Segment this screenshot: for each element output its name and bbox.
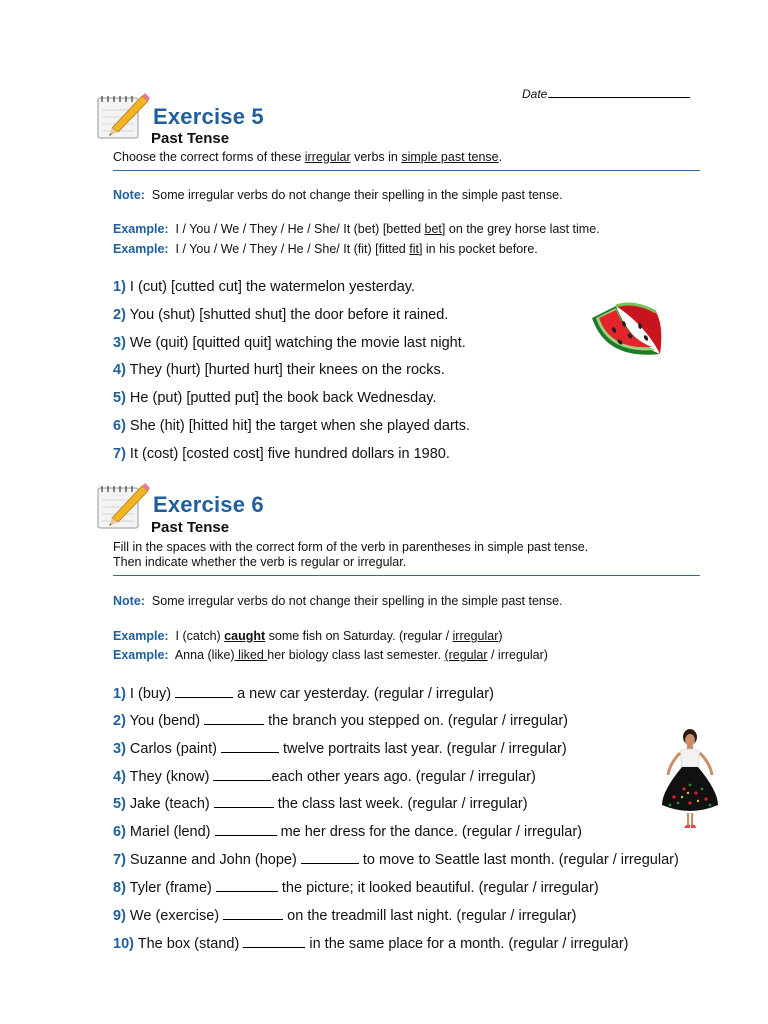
exercise-5-item: 6) She (hit) [hitted hit] the target when she played darts.: [113, 418, 471, 434]
exercise-6-example-2: Example: Anna (like) liked her biology class last semester. (regular / irregular): [113, 648, 548, 662]
exercise-6-subtitle: Past Tense: [151, 519, 230, 536]
answer-blank[interactable]: [175, 684, 233, 698]
exercise-5-item: 7) It (cost) [costed cost] five hundred dollars in 1980.: [113, 446, 450, 462]
exercise-6-item: 7) Suzanne and John (hope) to move to Seattle last month. (regular / irregular): [113, 852, 679, 868]
exercise-6-item: 6) Mariel (lend) me her dress for the dance. (regular / irregular): [113, 824, 582, 840]
answer-blank[interactable]: [216, 878, 278, 892]
exercise-5-note: Note: Some irregular verbs do not change their spelling in the simple past tense.: [113, 188, 563, 202]
dancer-image: [660, 727, 720, 831]
exercise-5-item: 5) He (put) [putted put] the book back Wednesday.: [113, 390, 437, 406]
answer-blank[interactable]: [301, 850, 359, 864]
exercise-6-item: 4) They (know) each other years ago. (regular / irregular): [113, 769, 536, 785]
exercise-6-item: 1) I (buy) a new car yesterday. (regular / irregular): [113, 686, 494, 702]
exercise-5-instructions: Choose the correct forms of these irregular verbs in simple past tense.: [113, 150, 503, 164]
exercise-6-item: 10) The box (stand) in the same place for a month. (regular / irregular): [113, 936, 629, 952]
answer-blank[interactable]: [243, 934, 305, 948]
exercise-5-subtitle: Past Tense: [151, 130, 230, 147]
exercise-6-title: Exercise 6: [153, 492, 264, 517]
date-field: [522, 86, 690, 101]
divider: [113, 170, 700, 171]
exercise-5-item: 1) I (cut) [cutted cut] the watermelon yesterday.: [113, 279, 415, 295]
notepad-pencil-icon: [96, 480, 150, 532]
answer-blank[interactable]: [213, 767, 271, 781]
answer-blank[interactable]: [204, 711, 264, 725]
watermelon-slice-image: [586, 296, 670, 364]
answer-blank[interactable]: [214, 794, 274, 808]
exercise-5-title: Exercise 5: [153, 104, 264, 129]
exercise-6-item: 5) Jake (teach) the class last week. (regular / irregular): [113, 796, 528, 812]
exercise-5-item: 3) We (quit) [quitted quit] watching the movie last night.: [113, 335, 466, 351]
exercise-6-instructions: Fill in the spaces with the correct form of the verb in parentheses in simple past tense. Then indicate whether the verb is regular or irregular.: [113, 540, 589, 569]
answer-blank[interactable]: [223, 906, 283, 920]
divider: [113, 575, 700, 576]
answer-blank[interactable]: [221, 739, 279, 753]
date-line[interactable]: [548, 86, 690, 98]
exercise-6-item: 3) Carlos (paint) twelve portraits last year. (regular / irregular): [113, 741, 567, 757]
exercise-5-example-1: Example: I / You / We / They / He / She/ It (bet) [betted bet] on the grey horse last time.: [113, 222, 600, 236]
exercise-6-item: 2) You (bend) the branch you stepped on. (regular / irregular): [113, 713, 568, 729]
exercise-6-item: 8) Tyler (frame) the picture; it looked beautiful. (regular / irregular): [113, 880, 599, 896]
notepad-pencil-icon: [96, 90, 150, 142]
date-label: Date: [522, 87, 548, 101]
exercise-6-example-1: Example: I (catch) caught some fish on Saturday. (regular / irregular): [113, 629, 503, 643]
exercise-6-note: Note: Some irregular verbs do not change their spelling in the simple past tense.: [113, 594, 563, 608]
exercise-5-item: 4) They (hurt) [hurted hurt] their knees on the rocks.: [113, 362, 445, 378]
exercise-5-item: 2) You (shut) [shutted shut] the door before it rained.: [113, 307, 449, 323]
exercise-6-item: 9) We (exercise) on the treadmill last night. (regular / irregular): [113, 908, 577, 924]
exercise-5-example-2: Example: I / You / We / They / He / She/ It (fit) [fitted fit] in his pocket before.: [113, 242, 538, 256]
answer-blank[interactable]: [215, 822, 277, 836]
